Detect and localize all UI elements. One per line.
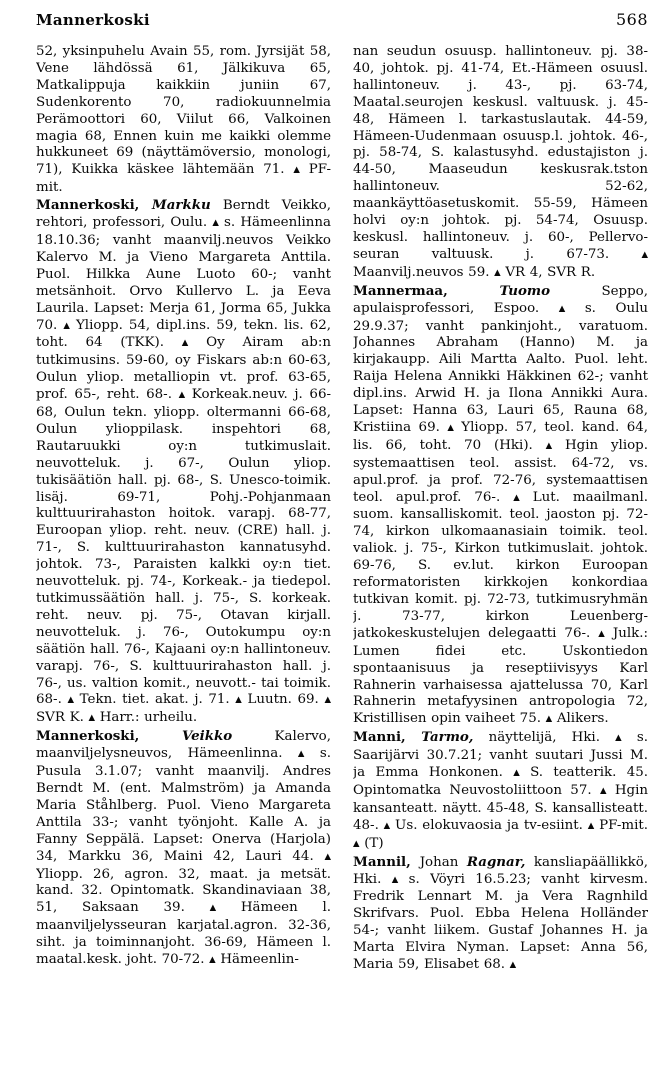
- separator-triangle-icon: ▲: [383, 820, 391, 831]
- entry-text-segment: näyttelijä, Hki. ▲ s. Saarijärvi 30.7.21; vanht suutari Jussi M. ja Emma Honkonen. ▲ S. teatterik. 45. Opintomatka Neuvostoliittoon 57. ▲ Hgin kansanteatt. näytt. 45-48, S. kansallisteatt. 48-. ▲ Us. elokuvaosia ja tv-esiint. ▲ PF-mit. ▲ (T): [353, 730, 648, 851]
- separator-triangle-icon: ▲: [599, 785, 607, 796]
- separator-triangle-icon: ▲: [178, 390, 186, 401]
- entry-text-segment: Tuomo: [499, 282, 551, 299]
- entry-text-segment: Berndt Veikko, rehtori, professori, Oulu. ▲ s. Hämeenlinna 18.10.36; vanht maanvilj.neuvos Veikko Kalervo M. ja Vieno Margareta Anttila. Puol. Hilkka Aune Luoto 60-; vanht metsänhoit. Orvo Kullervo L. ja Eeva Laurila. Lapset: Merja 61, Jorma 65, Jukka 70. ▲ Yliopp. 54, dipl.ins. 59, tekn. lis. 62, toht. 64 (TKK). ▲ Oy Airam ab:n tutkimusins. 59-60, oy Fiskars ab:n 60-63, Oulun yliop. metalliopin vt. prof. 63-65, prof. 65-, reht. 68-. ▲ Korkeak.neuv. j. 66-68, Oulun tekn. yliopp. oltermanni 66-68, Oulun ylioppilask. inspehtori 68, Rautaruukki oy:n tutkimuslait. neuvotteluk. j. 67-, Oulun yliop. tukisäätiön hall. pj. 68-, S. Unesco-toimik. lisäj. 69-71, Pohj.-Pohjanmaan kulttuurirahaston hoitok. varapj. 68-77, Euroopan yliop. reht. neuv. (CRE) hall. j. 71-, S. kulttuurirahaston kannatusyhd. johtok. 73-, Paraisten kalkki oy:n tiet. neuvotteluk. pj. 74-, Korkeak.- ja tiedepol. tutkimussäätiön hall. j. 75-, S. korkeak. reht. neuv. pj. 75-, Otavan kirjall. neuvotteluk. j. 76-, Outokumpu oy:n säätiön hall. 76-, Kajaani oy:n hallintoneuv. varapj. 76-, S. kulttuurirahaston hall. j. 76-, us. valtion komit., neuvott.- tai toimik. 68-. ▲ Tekn. tiet. akat. j. 71. ▲ Luutn. 69. ▲ SVR K. ▲ Harr.: urheilu.: [36, 198, 331, 726]
- separator-triangle-icon: ▲: [615, 733, 622, 744]
- entry-text-segment: kansliapäällikkö, Hki. ▲ s. Vöyri 16.5.23; vanht kirvesm. Fredrik Lennart M. ja Vera Ragnhild Skrifvars. Puol. Ebba Helena Holländer 54-; vanht liikem. Gustaf Johannes H. ja Marta Elvira Nyman. Lapset: Anna 56, Maria 59, Elisabet 68. ▲: [353, 854, 648, 973]
- separator-triangle-icon: ▲: [598, 628, 605, 639]
- separator-triangle-icon: ▲: [209, 955, 216, 966]
- separator-triangle-icon: ▲: [447, 422, 454, 433]
- directory-entry-mannerkoski-veikko: [36, 728, 331, 970]
- separator-triangle-icon: ▲: [494, 267, 501, 278]
- directory-entry-mannermaa-tuomo: [353, 283, 648, 730]
- directory-entry-continued-entry-works: [36, 44, 331, 197]
- entry-text-segment: Mannerkoski,: [36, 197, 152, 214]
- separator-triangle-icon: ▲: [63, 320, 70, 331]
- separator-triangle-icon: ▲: [513, 492, 520, 503]
- separator-triangle-icon: ▲: [545, 440, 553, 451]
- entry-text-segment: Seppo, apulaisprofessori, Espoo. ▲ s. Oulu 29.9.37; vanht pankinjoht., varatuom. Johannes Abraham (Hanno) M. ja kirjakaupp. Aili Martta Aalto. Puol. leht. Raija Helena Annikki Häkkinen 62-; vanht dipl.ins. Arwid H. ja Ilona Annikki Aura. Lapset: Hanna 63, Lauri 65, Rauna 68, Kristiina 69. ▲ Yliopp. 57, teol. kand. 64, lis. 66, toht. 70 (Hki). ▲ Hgin yliop. systemaattisen teol. assist. 64-72, vs. apul.prof. ja prof. 72-76, systemaattisen teol. apul.prof. 76-. ▲ Lut. maailmanl. suom. kansalliskomit. teol. jaoston pj. 72-74, kirkon ulkomaanasiain toimik. teol. valiok. j. 75-, Kirkon tutkimuslait. johtok. 69-76, S. ev.lut. kirkon Euroopan reformatoristen kirkkojen konkordiaa tutkivan komit. pj. 72-73, tutkimusryhmän j. 73-77, kirkon Leuenberg-jatkokeskustelujen delegaatti 76-. ▲ Julk.: Lumen fidei etc. Uskontiedon spontaanisuus ja reseptiivisyys Karl Rahnerin varhaisessa ajattelussa 70, Karl Rahnerin metafyysinen antropologia 72, Kristillisen opin vaiheet 75. ▲ Alikers.: [353, 283, 648, 727]
- entry-text-segment: Veikko: [181, 728, 233, 745]
- entry-text-segment: Johan: [419, 854, 467, 870]
- guide-word: Mannerkoski: [36, 11, 150, 29]
- entry-text-segment: Mannerkoski,: [36, 728, 182, 745]
- separator-triangle-icon: ▲: [324, 851, 331, 862]
- directory-entry-mannerkoski-markku: [36, 197, 331, 728]
- entry-text-segment: Kalervo, maanviljelysneuvos, Hämeenlinna. ▲ s. Pusula 3.1.07; vanht maanvilj. Andres Berndt M. (ent. Malmström) ja Amanda Maria Ståhlberg. Puol. Vieno Margareta Anttila 33-; vanht työnjoht. Kalle A. ja Fanny Seppälä. Lapset: Onerva (Harjola) 34, Markku 36, Maini 42, Lauri 44. ▲ Yliopp. 26, agron. 32, maat. ja metsät. kand. 32. Opintomatk. Skandinaviaan 38, 51, Saksaan 39. ▲ Hämeen l. maanviljelysseuran karjatal.agron. 32-36, siht. ja toiminnanjoht. 36-69, Hämeen l. maatal.kesk. joht. 70-72. ▲ Hämeenlin-: [36, 729, 331, 968]
- separator-triangle-icon: ▲: [509, 960, 517, 971]
- separator-triangle-icon: ▲: [641, 249, 648, 260]
- separator-triangle-icon: ▲: [88, 713, 96, 724]
- separator-triangle-icon: ▲: [297, 749, 305, 760]
- left-column: [36, 44, 331, 1034]
- page-number: 568: [615, 10, 648, 29]
- entry-text-segment: Mannermaa,: [353, 282, 500, 299]
- text-columns: [36, 44, 648, 1034]
- entry-text-segment: 52, yksinpuhelu Avain 55, rom. Jyrsijät 58, Vene lähdössä 61, Jälkikuva 65, Matkalippuja kaikkiin juniin 67, Sudenkorento 70, radiokuunnelmia Perämoottori 60, Viilut 66, Valkoinen magia 68, Ennen kuin me kaikki olemme hukkuneet 69 (näyttämöversio, monologi, 71), Kuikka käskee lähtemään 71. ▲ PF-mit.: [36, 44, 331, 196]
- directory-entry-mannil-johan-ragnar: [353, 854, 648, 975]
- entry-text-segment: Tarmo,: [421, 729, 474, 746]
- separator-triangle-icon: ▲: [181, 338, 189, 349]
- separator-triangle-icon: ▲: [391, 874, 399, 885]
- separator-triangle-icon: ▲: [212, 218, 219, 229]
- entry-text-segment: nan seudun osuusp. hallintoneuv. pj. 38-40, johtok. pj. 41-74, Et.-Hämeen osuusl. hallintoneuv. j. 43-, pj. 63-74, Maatal.seurojen keskusl. valtuusk. j. 45-48, Hämeen l. tarkastuslautak. 44-59, Hämeen-Uudenmaan osuusp.l. johtok. 46-, pj. 58-74, S. kalastusyhd. edustajiston j. 44-50, Maaseudun keskusrak.tston hallintoneuv. 52-62, maankäyttöasetuskomit. 55-59, Hämeen holvi oy:n johtok. pj. 54-74, Osuusp. keskusl. hallintoneuv. j. 60-, Pellervo-seuran valtuusk. j. 67-73. ▲ Maanvilj.neuvos 59. ▲ VR 4, SVR R.: [353, 44, 648, 280]
- separator-triangle-icon: ▲: [353, 838, 360, 849]
- separator-triangle-icon: ▲: [513, 768, 520, 779]
- separator-triangle-icon: ▲: [324, 695, 331, 706]
- directory-entry-mannerkoski-veikko-continued: [353, 44, 648, 283]
- separator-triangle-icon: ▲: [545, 714, 553, 725]
- separator-triangle-icon: ▲: [293, 165, 300, 176]
- separator-triangle-icon: ▲: [587, 820, 595, 831]
- entry-text-segment: Mannil,: [353, 853, 420, 870]
- entry-text-segment: Manni,: [353, 729, 422, 746]
- entry-text-segment: Markku: [151, 197, 211, 214]
- separator-triangle-icon: ▲: [67, 695, 75, 706]
- right-column: [353, 44, 648, 1034]
- separator-triangle-icon: ▲: [558, 303, 566, 314]
- directory-entry-manni-tarmo: [353, 729, 648, 853]
- entry-text-segment: Ragnar,: [466, 853, 526, 870]
- separator-triangle-icon: ▲: [235, 695, 242, 706]
- separator-triangle-icon: ▲: [209, 903, 217, 914]
- page-header: [36, 10, 648, 29]
